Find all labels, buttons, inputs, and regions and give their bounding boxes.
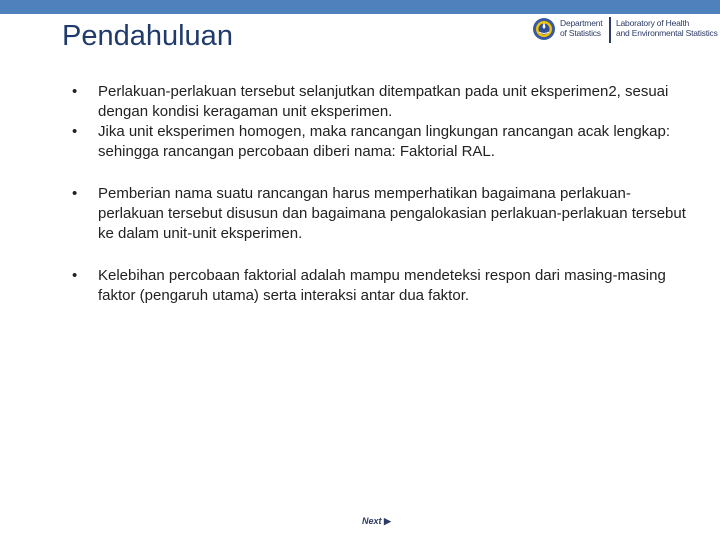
bullet-text: Pemberian nama suatu rancangan harus memperhatikan bagaimana perlakuan-perlakuan tersebut disusun dan bagaimana pengalokasian perlakuan-perlakuan tersebut ke dalam unit-unit eksperimen. <box>98 185 686 242</box>
lab-line-2: and Environmental Statistics <box>616 28 718 38</box>
next-button[interactable] <box>362 516 391 527</box>
lab-line-1: Laboratory of Health <box>616 18 690 28</box>
laboratory-name <box>616 18 718 38</box>
bullet-item <box>72 184 692 244</box>
bullet-group-2 <box>72 184 692 244</box>
bullet-group-3 <box>72 266 692 306</box>
bullet-marker: • <box>72 185 78 202</box>
next-label: Next <box>362 516 382 526</box>
slide-content <box>72 82 692 328</box>
department-line-2: of Statistics <box>560 28 601 38</box>
slide-title: Pendahuluan <box>62 20 233 52</box>
bullet-text: Perlakuan-perlakuan tersebut selanjutkan ditempatkan pada unit eksperimen2, sesuai dengan kondisi keragaman unit eksperimen. <box>98 83 669 120</box>
bullet-text: Jika unit eksperimen homogen, maka rancangan lingkungan rancangan acak lengkap: sehingga rancangan percobaan diberi nama: Faktorial RAL. <box>98 123 671 160</box>
department-name <box>560 18 602 38</box>
bullet-item <box>72 82 692 122</box>
bullet-text: Kelebihan percobaan faktorial adalah mampu mendeteksi respon dari masing-masing faktor (pengaruh utama) serta interaksi antar dua faktor. <box>98 267 666 304</box>
bullet-item <box>72 122 692 162</box>
top-accent-bar <box>0 0 720 14</box>
logo-divider <box>609 17 611 43</box>
play-arrow-icon: ▶ <box>384 516 391 526</box>
bullet-marker: • <box>72 123 78 140</box>
bullet-group-1 <box>72 82 692 162</box>
bullet-item <box>72 266 692 306</box>
department-line-1: Department <box>560 18 603 28</box>
bullet-marker: • <box>72 267 78 284</box>
university-emblem-icon <box>532 16 556 42</box>
header-logo <box>532 16 717 44</box>
bullet-marker: • <box>72 83 78 100</box>
